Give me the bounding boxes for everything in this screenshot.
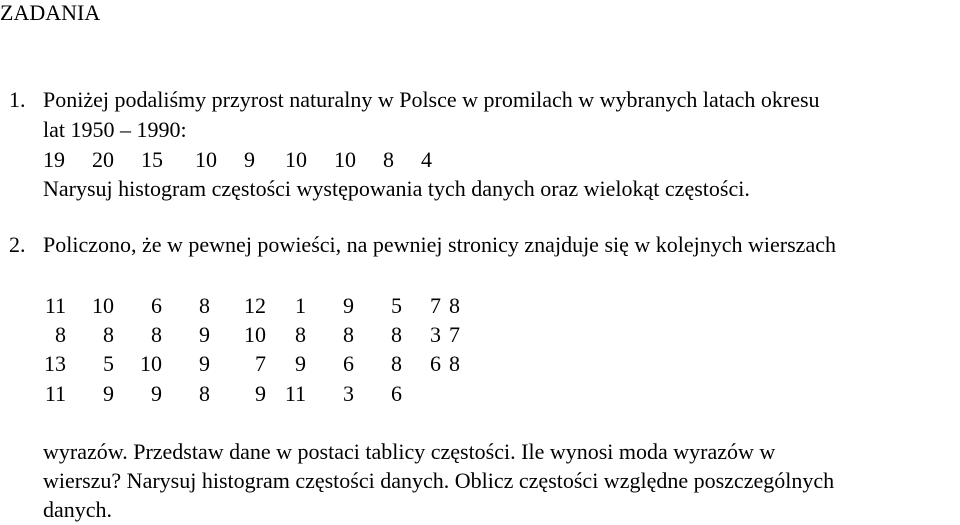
task-2-outro-line-2: wierszu? Narysuj histogram częstości danych. Oblicz częstości względne poszczególnych bbox=[43, 468, 835, 493]
task-2-data-cell: 6 bbox=[343, 351, 354, 376]
task-2-data-cell: 1 bbox=[295, 293, 306, 318]
task-1-value: 10 bbox=[285, 147, 307, 172]
task-2-data-cell: 8 bbox=[103, 322, 114, 347]
task-1-value: 4 bbox=[421, 147, 432, 172]
task-2-data-cell: 10 bbox=[244, 322, 266, 347]
task-2-data-cell: 8 bbox=[199, 293, 210, 318]
task-2-data-cell: 11 bbox=[44, 293, 66, 318]
task-1-value: 9 bbox=[244, 147, 255, 172]
task-2-data-cell: 10 bbox=[140, 351, 162, 376]
task-2-data-cell: 8 bbox=[449, 293, 460, 318]
task-2-data-cell: 5 bbox=[391, 293, 402, 318]
task-1-instruction: Narysuj histogram częstości występowania tych danych oraz wielokąt częstości. bbox=[43, 176, 750, 201]
task-2-data-row bbox=[0, 349, 470, 378]
task-2-data-cell: 6 bbox=[151, 293, 162, 318]
task-1-value: 15 bbox=[141, 147, 163, 172]
task-2-data-cell: 7 bbox=[449, 322, 460, 347]
task-2-data-cell: 7 bbox=[255, 351, 266, 376]
task-2-data-cell: 13 bbox=[44, 351, 66, 376]
task-2-data-cell: 8 bbox=[295, 322, 306, 347]
task-2-data-cell: 9 bbox=[295, 351, 306, 376]
task-1-intro-line-2: lat 1950 – 1990: bbox=[43, 117, 187, 142]
task-2-data-cell: 9 bbox=[343, 293, 354, 318]
task-2-outro-line-3: danych. bbox=[43, 497, 113, 522]
task-2-data-cell: 8 bbox=[55, 322, 66, 347]
task-1-values bbox=[0, 145, 460, 174]
task-2-data-cell: 11 bbox=[284, 381, 306, 406]
task-2-data-cell: 8 bbox=[391, 351, 402, 376]
task-2-data-cell: 9 bbox=[255, 381, 266, 406]
task-1-value: 20 bbox=[92, 147, 114, 172]
task-2-data-cell: 8 bbox=[391, 322, 402, 347]
task-2-data-cell: 3 bbox=[343, 381, 354, 406]
task-2-data-cell: 3 bbox=[430, 322, 441, 347]
task-2-data-row bbox=[0, 379, 470, 408]
task-2-data-row bbox=[0, 320, 470, 349]
task-1-number: 1. bbox=[9, 87, 26, 112]
task-1-value: 8 bbox=[383, 147, 394, 172]
task-2-data-cell: 7 bbox=[430, 293, 441, 318]
task-2-data-cell: 9 bbox=[103, 381, 114, 406]
task-2-data-row bbox=[0, 291, 470, 320]
task-2-data-cell: 8 bbox=[199, 381, 210, 406]
task-2-data-cell: 12 bbox=[244, 293, 266, 318]
task-2-intro: Policzono, że w pewnej powieści, na pewniej stronicy znajduje się w kolejnych wierszach bbox=[43, 232, 836, 257]
task-2-data-cell: 6 bbox=[391, 381, 402, 406]
task-1-value: 10 bbox=[334, 147, 356, 172]
task-2-data-cell: 10 bbox=[92, 293, 114, 318]
heading: ZADANIA bbox=[0, 0, 101, 25]
task-1-intro-line-1: Poniżej podaliśmy przyrost naturalny w Polsce w promilach w wybranych latach okresu bbox=[43, 87, 820, 112]
task-2-data-cell: 9 bbox=[151, 381, 162, 406]
task-2-data-cell: 5 bbox=[103, 351, 114, 376]
task-2-data-cell: 9 bbox=[199, 322, 210, 347]
task-2-data-cell: 8 bbox=[151, 322, 162, 347]
task-2-data-cell: 8 bbox=[343, 322, 354, 347]
task-2-outro-line-1: wyrazów. Przedstaw dane w postaci tablicy częstości. Ile wynosi moda wyrazów w bbox=[43, 439, 776, 464]
task-2-data-cell: 9 bbox=[199, 351, 210, 376]
task-1-value: 19 bbox=[43, 147, 65, 172]
task-2-number: 2. bbox=[9, 232, 26, 257]
task-1-value: 10 bbox=[195, 147, 217, 172]
task-2-data-cell: 8 bbox=[449, 351, 460, 376]
task-2-data-cell: 6 bbox=[430, 351, 441, 376]
task-2-data-cell: 11 bbox=[44, 381, 66, 406]
